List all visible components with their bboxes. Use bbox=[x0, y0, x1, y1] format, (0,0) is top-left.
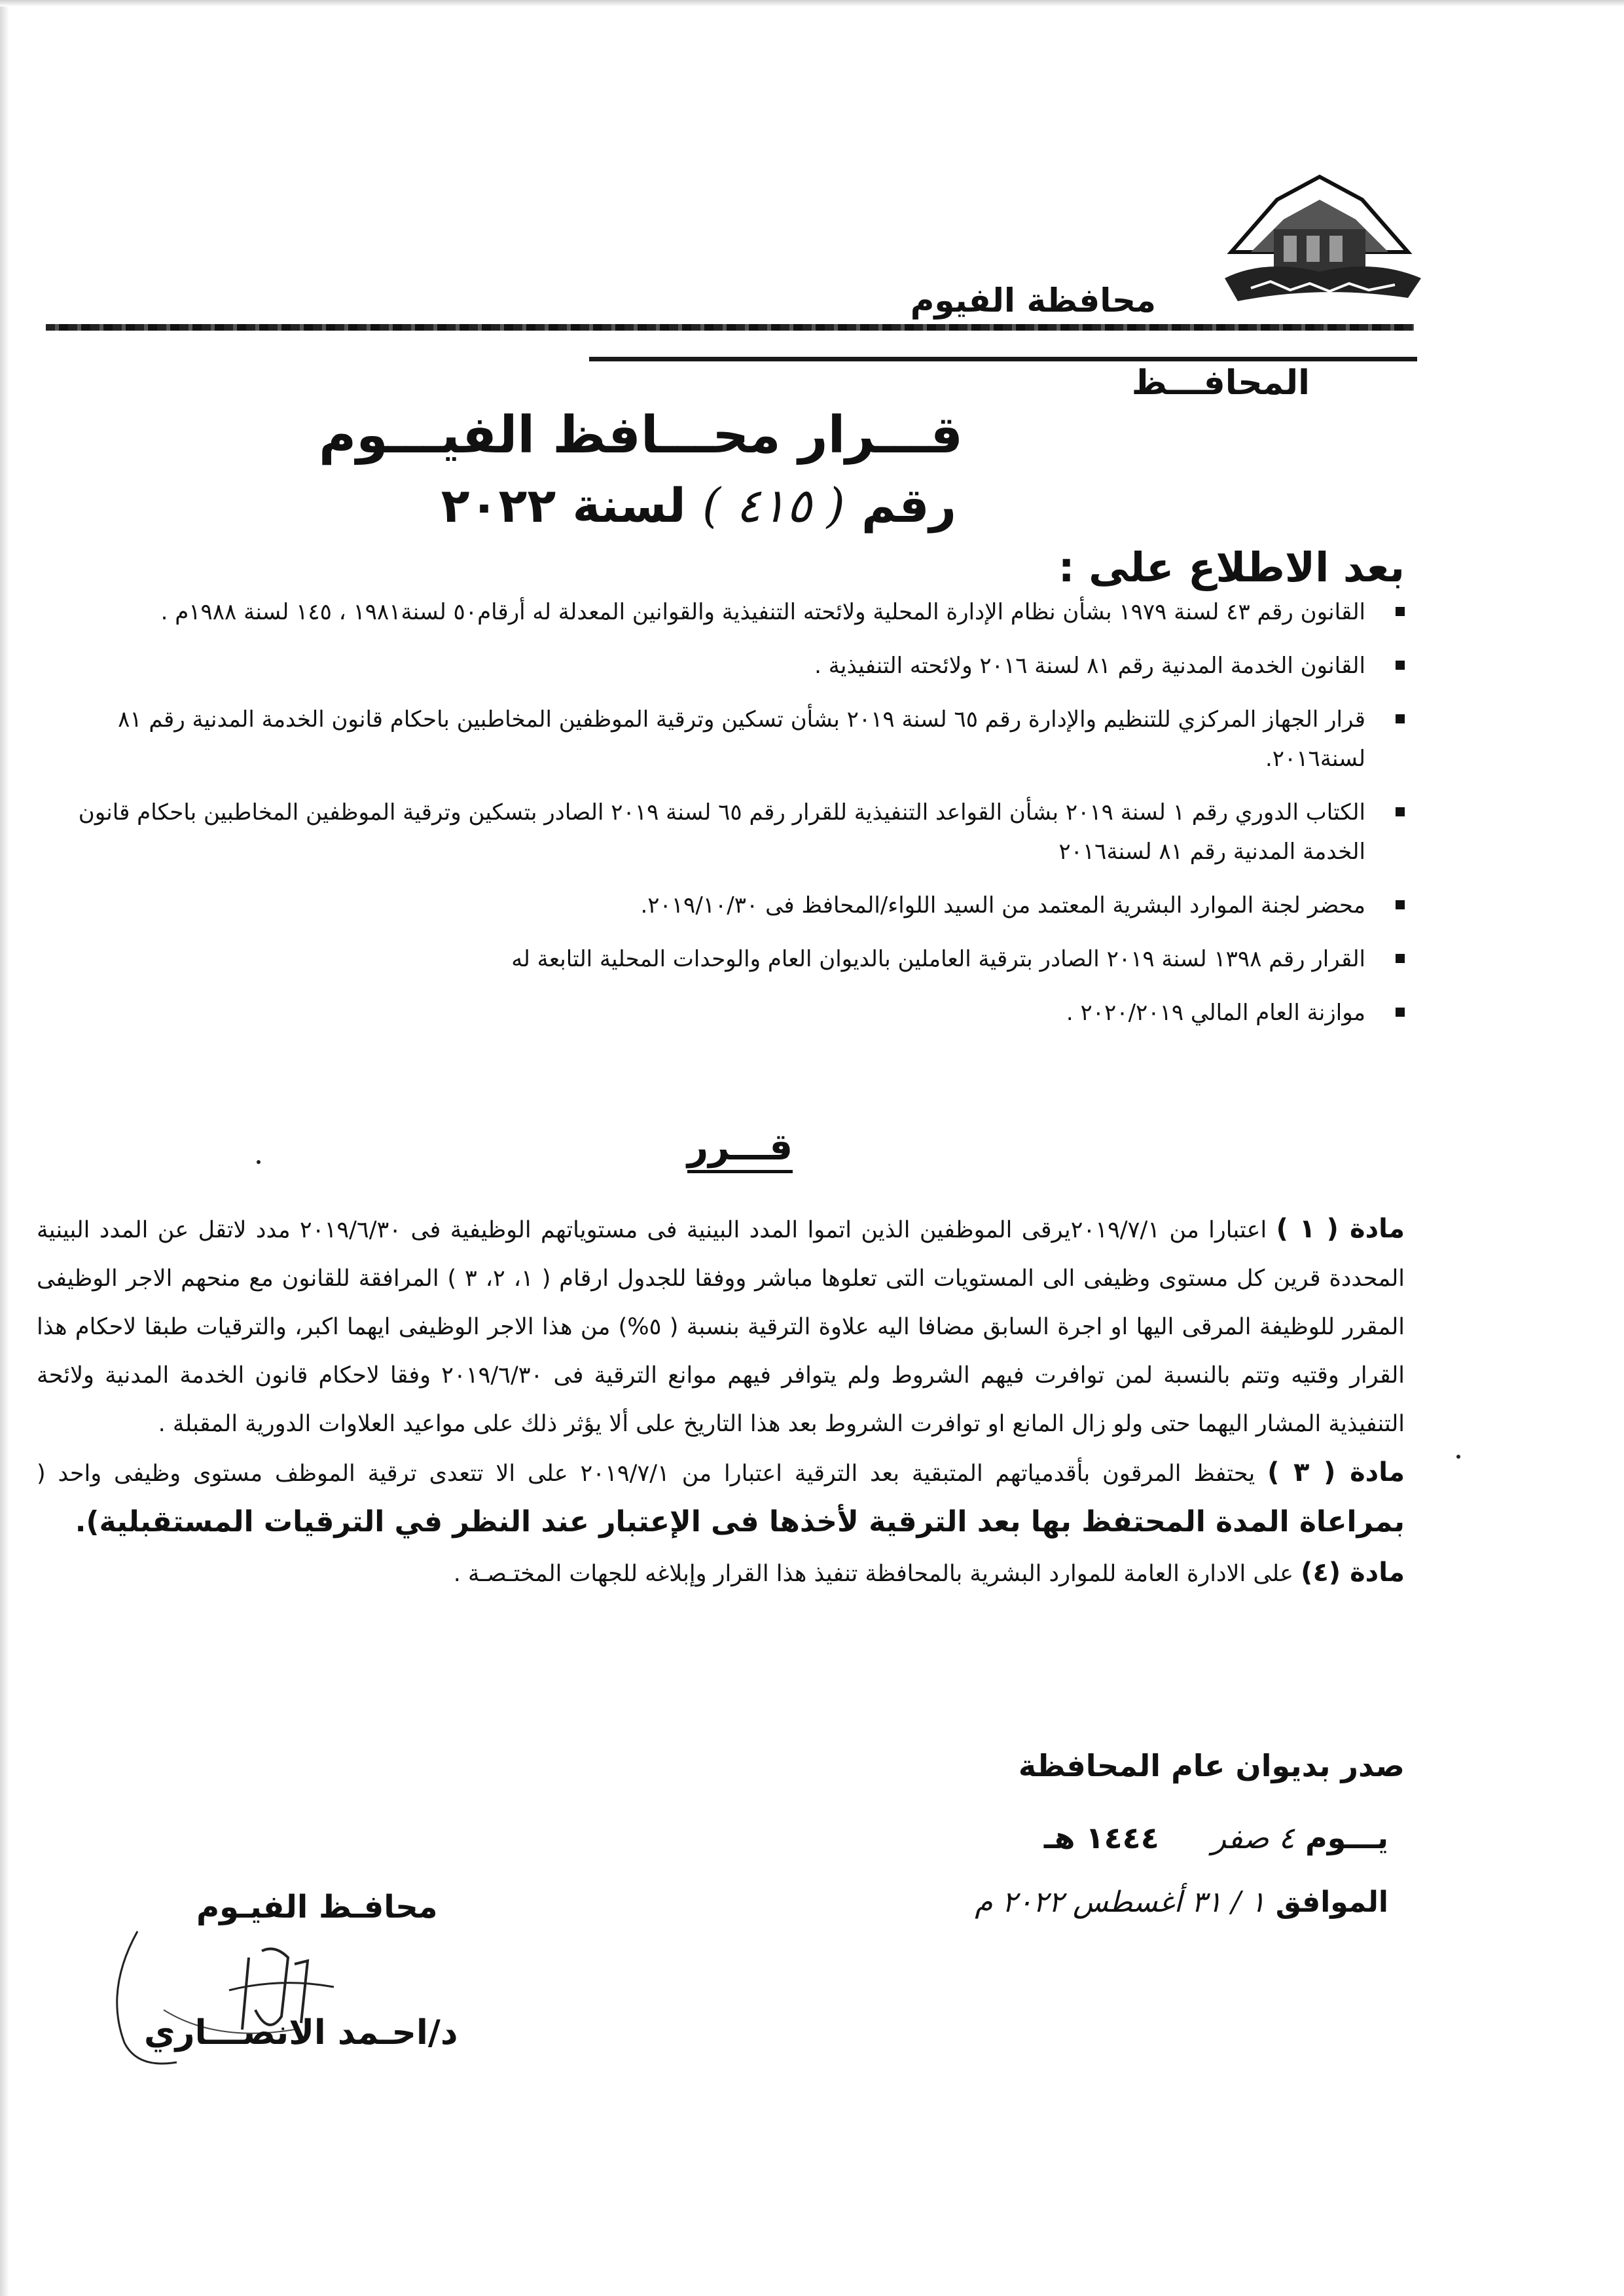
list-item: الكتاب الدوري رقم ١ لسنة ٢٠١٩ بشأن القواعد التنفيذية للقرار رقم ٦٥ لسنة ٢٠١٩ الصادر بتسكين وترقية الموظفين المخاطبين باحكام قانون الخدمة المدنية رقم ٨١ لسنة٢٠١٦ bbox=[43, 793, 1405, 871]
article-3 bbox=[37, 1448, 1405, 1548]
decree-number bbox=[441, 478, 956, 533]
scan-edge-left bbox=[0, 0, 9, 2296]
article-4 bbox=[37, 1548, 1405, 1598]
bullet-icon bbox=[1396, 607, 1405, 616]
scan-edge-top bbox=[0, 0, 1624, 7]
header-rule bbox=[46, 324, 1414, 331]
year-text: لسنة ٢٠٢٢ bbox=[441, 478, 686, 533]
article-text: يحتفظ المرقون بأقدمياتهم المتبقية بعد الترقية اعتبارا من ٢٠١٩/٧/١ على الا تتعدى ترقية الموظف مستوى وظيفى واحد ( bbox=[37, 1461, 1255, 1487]
list-item: القانون رقم ٤٣ لسنة ١٩٧٩ بشأن نظام الإدارة المحلية ولائحته التنفيذية والقوانين المعدلة له أرقام٥٠ لسنة١٩٨١ ، ١٤٥ لسنة ١٩٨٨م . bbox=[43, 592, 1405, 632]
article-label: مادة ( ١ ) bbox=[1276, 1214, 1405, 1244]
list-item: القانون الخدمة المدنية رقم ٨١ لسنة ٢٠١٦ ولائحته التنفيذية . bbox=[43, 646, 1405, 685]
list-item: قرار الجهاز المركزي للتنظيم والإدارة رقم ٦٥ لسنة ٢٠١٩ بشأن تسكين وترقية الموظفين المخاطبين باحكام قانون الخدمة المدنية رقم ٨١ لسنة٢٠١٦. bbox=[43, 700, 1405, 778]
article-label: مادة (٤) bbox=[1301, 1558, 1405, 1588]
list-item: القرار رقم ١٣٩٨ لسنة ٢٠١٩ الصادر بترقية العاملين بالديوان العام والوحدات المحلية التابعة له bbox=[43, 939, 1405, 979]
article-label: مادة ( ٣ ) bbox=[1267, 1457, 1405, 1487]
hijri-year: ١٤٤٤ هـ bbox=[1043, 1820, 1159, 1855]
number-prefix: رقم bbox=[861, 478, 956, 533]
day-hijri: ٤ صفر bbox=[1211, 1820, 1295, 1855]
articles bbox=[37, 1205, 1405, 1598]
preamble-list bbox=[43, 592, 1405, 1047]
governorate-logo-icon bbox=[1212, 173, 1428, 318]
number-value: ( ٤١٥ ) bbox=[702, 478, 845, 533]
article-text: اعتبارا من ٢٠١٩/٧/١يرقى الموظفين الذين اتموا المدد البينية فى مستوياتهم الوظيفية فى ٢٠١٩/٦/٣٠ مدد لاتقل عن المدد البينية المحددة قرين كل مستوى وظيفى الى المستويات التى تعلوها مباشر ووفقا للجدول ارقام ( ١، ٢، ٣ ) المرافقة للقانون مع منحهم الاجر الوظيفى المقرر للوظيفة المرقى اليها او اجرة السابق مضافا اليه علاوة الترقية بنسبة ( ٥%) من هذا الاجر الوظيفى ايهما اكبر، والترقيات طبقا لاحكام هذا القرار وقتيه وتتم بالنسبة لمن توافرت فيهم الشروط ولم يتوافر فيهم موانع الترقية فى ٢٠١٩/٦/٣٠ وفقا لاحكام قانون الخدمة المدنية ولائحة التنفيذية المشار اليهما حتى ولو زال المانع او توافرت الشروط بعد هذا التاريخ على ألا يؤثر ذلك على مواعيد العلاوات الدورية المقبلة . bbox=[37, 1217, 1405, 1437]
signatory-name: د/احـمد الانصـــاري bbox=[144, 2013, 458, 2052]
bullet-icon bbox=[1396, 661, 1405, 670]
preamble-heading: بعد الاطلاع على : bbox=[1058, 543, 1405, 591]
header-rule-secondary bbox=[589, 357, 1417, 361]
governor-tag: المحافـــظ bbox=[1131, 363, 1310, 403]
bullet-icon bbox=[1396, 954, 1405, 963]
decree-title: قـــرار محـــافظ الفيـــوم bbox=[319, 406, 963, 465]
agree-date bbox=[975, 1886, 1388, 1919]
greg-date: ١ / ٣١ أغسطس ٢٠٢٢ م bbox=[975, 1886, 1266, 1919]
bullet-icon bbox=[1396, 1008, 1405, 1017]
stray-mark bbox=[257, 1160, 261, 1164]
day-label: يـــوم bbox=[1305, 1820, 1388, 1855]
agree-label: الموافق bbox=[1275, 1886, 1388, 1919]
issue-day bbox=[1044, 1820, 1388, 1855]
list-item: موازنة العام المالي ٢٠٢٠/٢٠١٩ . bbox=[43, 993, 1405, 1032]
article-1 bbox=[37, 1205, 1405, 1448]
signatory-title: محافـظ الفيـوم bbox=[196, 1889, 438, 1925]
bullet-icon bbox=[1396, 807, 1405, 816]
list-item: محضر لجنة الموارد البشرية المعتمد من السيد اللواء/المحافظ فى ٢٠١٩/١٠/٣٠. bbox=[43, 886, 1405, 925]
governorate-name: محافظة الفيوم bbox=[910, 282, 1156, 319]
article-text: على الادارة العامة للموارد البشرية بالمحافظة تنفيذ هذا القرار وإبلاغه للجهات المختـصـة . bbox=[453, 1561, 1294, 1587]
issued-at: صدر بديوان عام المحافظة bbox=[1018, 1748, 1405, 1783]
decision-heading: قـــرر bbox=[687, 1126, 793, 1173]
stray-mark bbox=[1456, 1455, 1460, 1459]
article-bold-text: بمراعاة المدة المحتفظ بها بعد الترقية لأخذها فى الإعتبار عند النظر في الترقيات المستقبلية). bbox=[75, 1505, 1405, 1539]
bullet-icon bbox=[1396, 900, 1405, 909]
bullet-icon bbox=[1396, 714, 1405, 723]
